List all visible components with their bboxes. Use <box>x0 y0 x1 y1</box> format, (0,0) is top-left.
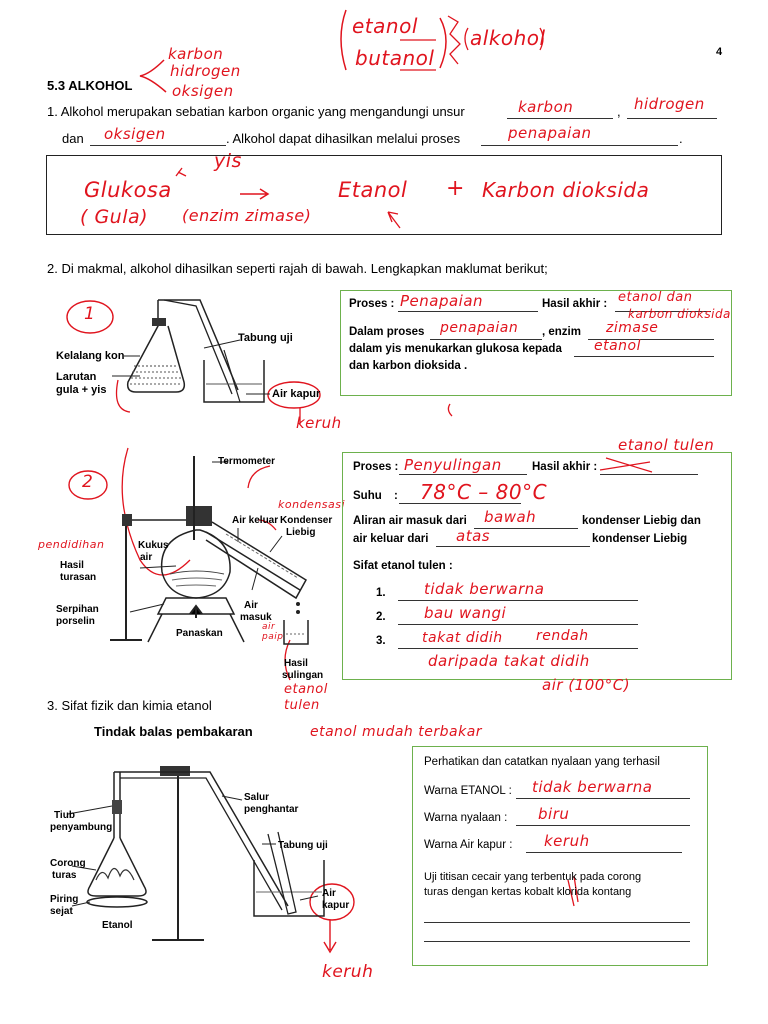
b3-kapur-blank[interactable] <box>526 852 682 853</box>
hw-b3-biru: biru <box>538 805 570 823</box>
b2-n3: 3. <box>376 635 386 647</box>
d2-hasil-turasan-1: Hasil <box>60 560 84 571</box>
d2-serpihan-2: porselin <box>56 616 95 627</box>
d2-liebig-label: Liebig <box>286 527 316 538</box>
hw-b3-keruh: keruh <box>544 832 590 850</box>
hw-b1-zimase: zimase <box>606 320 659 336</box>
hw-b1-etanol-dan: etanol dan <box>618 290 693 305</box>
hw-air-paip: air paip <box>262 622 284 642</box>
hw-b2-bau: bau wangi <box>424 604 507 622</box>
hw-alkohol-top: alkohol <box>470 26 546 50</box>
hw-kondensasi: kondensasi <box>278 498 346 511</box>
b2-sifat: Sifat etanol tulen : <box>353 560 453 572</box>
b1-dalam-yis: dalam yis menukarkan glukosa kepada <box>349 343 562 355</box>
d2-serpihan-1: Serpihan <box>56 604 99 615</box>
d1-kapur-label: Air kapur <box>272 388 321 400</box>
b1-dan-karbon: dan karbon dioksida . <box>349 360 468 372</box>
hw-num-2: 2 <box>82 472 94 492</box>
d2-kukus-air-label: air <box>140 552 153 563</box>
d1-larutan-label: Larutan <box>56 371 97 383</box>
d3-piring-2: sejat <box>50 906 73 917</box>
hw-b2-tidak: tidak berwarna <box>424 580 545 598</box>
hw-b3-tidak: tidak berwarna <box>532 778 653 796</box>
d3-tiub-2: penyambung <box>50 822 113 833</box>
q1-sep: , <box>617 104 621 119</box>
d3-tiub-1: Tiub <box>54 810 75 821</box>
q3-subtitle: Tindak balas pembakaran <box>94 724 253 739</box>
d2-panaskan-label: Panaskan <box>176 628 223 639</box>
b3-warna-nyalaan: Warna nyalaan : <box>424 812 508 824</box>
b3-warna-kapur: Warna Air kapur : <box>424 839 513 851</box>
b1-enzim-label: , enzim <box>542 326 581 338</box>
hw-yis: yis <box>214 150 242 172</box>
b1-dalam-label: Dalam proses <box>349 326 425 338</box>
d3-kapur-1: Air <box>322 888 336 899</box>
b2-aliran1: Aliran air masuk dari <box>353 515 467 527</box>
hw-ans-karbon: karbon <box>518 98 574 116</box>
hw-b1-penapaian2: penapaian <box>440 320 519 336</box>
hw-keruh-2: keruh <box>322 962 374 982</box>
hw-gula: ( Gula) <box>80 206 149 228</box>
q1-line2-dan: dan <box>62 131 84 146</box>
q2-text: 2. Di makmal, alkohol dihasilkan seperti rajah di bawah. Lengkapkan maklumat berikut; <box>47 261 548 276</box>
hw-b2-takat: takat didih <box>422 630 503 646</box>
hw-keruh-1: keruh <box>296 414 342 432</box>
b2-suhu-colon: : <box>394 490 398 502</box>
b2-aliran1b: kondenser Liebig dan <box>582 515 701 527</box>
hw-etanol-mudah: etanol mudah terbakar <box>310 724 483 740</box>
d3-salur-1: Salur <box>244 792 270 803</box>
d3-etanol-label: Etanol <box>102 920 133 931</box>
hw-karbon-dioksida: Karbon dioksida <box>482 178 650 202</box>
d2-sulingan-2: sulingan <box>282 670 324 681</box>
hw-plus: + <box>446 176 465 201</box>
d3-tabung-label: Tabung uji <box>278 840 328 851</box>
d3-piring-1: Piring <box>50 894 79 905</box>
hw-etanol-tulen-top: etanol tulen <box>618 436 715 454</box>
hw-oksigen-side: oksigen <box>172 82 234 100</box>
hw-ans-penapaian: penapaian <box>508 124 592 142</box>
d3-corong-2: turas <box>52 870 77 881</box>
hw-enzim: (enzim zimase) <box>182 206 312 225</box>
b2-aliran2b: kondenser Liebig <box>592 533 688 545</box>
page-number: 4 <box>716 46 723 58</box>
hw-ans-oksigen: oksigen <box>104 125 166 143</box>
hw-hidrogen-side: hidrogen <box>170 62 241 80</box>
d2-sulingan-1: Hasil <box>284 658 308 669</box>
hw-num-1: 1 <box>84 304 96 324</box>
d2-termometer-label: Termometer <box>218 456 276 467</box>
b2-hasil-label: Hasil akhir : <box>532 461 598 473</box>
hw-b1-penapaian: Penapaian <box>400 292 484 310</box>
d3-salur-2: penghantar <box>244 804 299 815</box>
d1-kelalang-label: Kelalang kon <box>56 350 125 362</box>
hw-glukosa: Glukosa <box>84 178 172 202</box>
b3-nyalaan-blank[interactable] <box>516 825 690 826</box>
d2-kondenser-label: Kondenser <box>280 515 333 526</box>
hw-butanol-top: butanol <box>355 46 435 70</box>
d2-air-keluar-label: Air keluar <box>232 515 279 526</box>
hw-b2-daripada: daripada takat didih <box>428 652 590 670</box>
b2-suhu-label: Suhu <box>353 490 382 502</box>
b3-title: Perhatikan dan catatkan nyalaan yang terhasil <box>424 756 660 768</box>
hw-b2-bawah: bawah <box>484 508 537 526</box>
q1-end: . <box>679 131 683 146</box>
d2-air-masuk-2: masuk <box>240 612 272 623</box>
hw-b1-karbon-dioksida: karbon dioksida <box>628 307 731 321</box>
hw-b2-penyulingan: Penyulingan <box>404 456 502 474</box>
hw-ans-hidrogen: hidrogen <box>634 95 705 113</box>
b3-uji-blank-1[interactable] <box>424 922 690 923</box>
b2-n1: 1. <box>376 587 386 599</box>
hw-b1-etanol: etanol <box>594 338 642 354</box>
b2-aliran2: air keluar dari <box>353 533 429 545</box>
b2-n2: 2. <box>376 611 386 623</box>
q1-line2-proses: . Alkohol dapat dihasilkan melalui proses <box>226 131 461 146</box>
hw-etanol-top: etanol <box>352 14 418 38</box>
b3-uji-1: Uji titisan cecair yang terbentuk pada corong <box>424 871 642 883</box>
hw-b2-air: air (100°C) <box>542 676 631 694</box>
hw-etanol-eq: Etanol <box>338 178 408 202</box>
d2-hasil-turasan-2: turasan <box>60 572 97 583</box>
d1-tabung-label: Tabung uji <box>238 332 293 344</box>
hw-pendidihan: pendidihan <box>38 538 105 551</box>
b2-proses-label: Proses : <box>353 461 399 473</box>
hw-b2-atas: atas <box>456 527 491 545</box>
d3-corong-1: Corong <box>50 858 86 869</box>
d2-air-masuk-1: Air <box>244 600 258 611</box>
q1-line1: 1. Alkohol merupakan sebatian karbon organic yang mengandungi unsur <box>47 104 465 119</box>
d2-kukus-label: Kukus <box>138 540 169 551</box>
d3-kapur-2: kapur <box>322 900 350 911</box>
b1-hasil-label: Hasil akhir : <box>542 298 608 310</box>
b1-proses-label: Proses : <box>349 298 395 310</box>
b3-uji-blank-2[interactable] <box>424 941 690 942</box>
b3-etanol-blank[interactable] <box>516 798 690 799</box>
b3-uji-2: turas dengan kertas kobalt klorida kontang <box>424 886 632 898</box>
hw-karbon-side: karbon <box>168 45 224 63</box>
d1-gula-label: gula + yis <box>56 384 107 396</box>
hw-b2-suhu: 78°C – 80°C <box>420 480 548 504</box>
b3-warna-etanol: Warna ETANOL : <box>424 785 512 797</box>
hw-b2-rendah: rendah <box>536 628 589 644</box>
hw-etanol-tulen-bottom: etanol tulen <box>284 682 328 713</box>
section-title: 5.3 ALKOHOL <box>47 78 133 93</box>
q3-text: 3. Sifat fizik dan kimia etanol <box>47 698 212 713</box>
